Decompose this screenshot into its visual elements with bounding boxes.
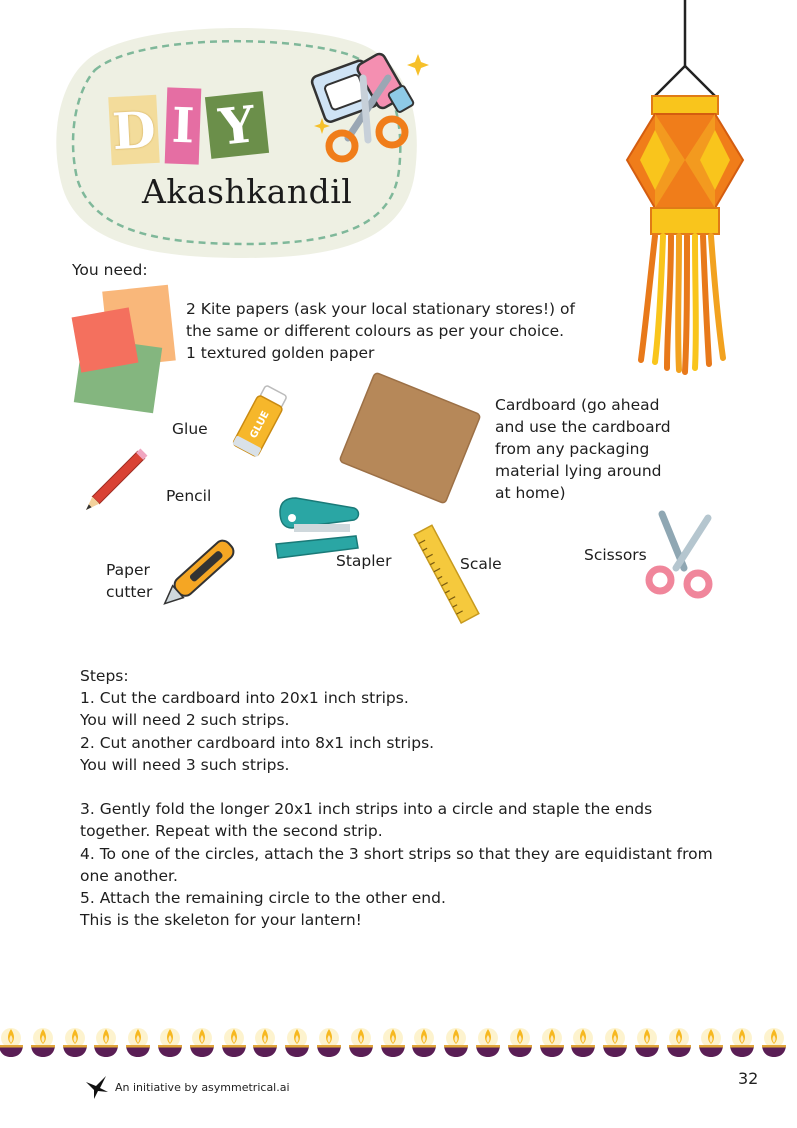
- cardboard-line: Cardboard (go ahead: [495, 396, 660, 414]
- kite-papers-text: [186, 298, 575, 364]
- cardboard-illustration: [335, 372, 485, 504]
- materials-heading: You need:: [72, 261, 148, 279]
- diy-letter-d: D: [108, 95, 159, 165]
- step-line: 2. Cut another cardboard into 8x1 inch strips.: [80, 733, 435, 752]
- diya-lamp-icon: [219, 1026, 249, 1060]
- paper-cutter-label: [106, 559, 152, 603]
- diya-lamp-icon: [409, 1026, 439, 1060]
- paper-cutter-line: Paper: [106, 561, 150, 579]
- diya-lamp-icon: [250, 1026, 280, 1060]
- diya-lamp-icon: [727, 1026, 757, 1060]
- step-line: 3. Gently fold the longer 20x1 inch strips into a circle and staple the ends: [80, 800, 653, 819]
- diy-letter-i: I: [165, 87, 202, 164]
- paper-cutter-illustration: [150, 530, 246, 620]
- diy-letter-y: Y: [205, 91, 269, 159]
- kite-papers-line: the same or different colours as per your choice.: [186, 322, 565, 340]
- pencil-label: Pencil: [166, 487, 212, 505]
- step-line: 4. To one of the circles, attach the 3 short strips so that they are equidistant from: [80, 844, 713, 863]
- scale-label: Scale: [460, 555, 502, 573]
- kite-papers-line: 1 textured golden paper: [186, 344, 375, 362]
- step-line: You will need 2 such strips.: [80, 711, 290, 730]
- diya-lamp-icon: [346, 1026, 376, 1060]
- kite-papers-line: 2 Kite papers (ask your local stationary stores!) of: [186, 300, 575, 318]
- diya-lamp-icon: [568, 1026, 598, 1060]
- steps-block: [80, 665, 713, 931]
- step-line: Steps:: [80, 667, 129, 685]
- cardboard-line: at home): [495, 484, 566, 502]
- diya-lamp-icon: [314, 1026, 344, 1060]
- step-line: 1. Cut the cardboard into 20x1 inch strips.: [80, 689, 409, 708]
- paper-cutter-line: cutter: [106, 583, 153, 601]
- page-number: 32: [738, 1069, 759, 1088]
- page-title: Akashkandil: [142, 172, 353, 211]
- diya-lamp-icon: [282, 1026, 312, 1060]
- step-line: 5. Attach the remaining circle to the other end.: [80, 888, 446, 907]
- diya-lamp-icon: [505, 1026, 535, 1060]
- cardboard-line: and use the cardboard: [495, 418, 671, 436]
- diya-lamp-icon: [696, 1026, 726, 1060]
- cardboard-line: material lying around: [495, 462, 662, 480]
- diya-lamp-icon: [378, 1026, 408, 1060]
- step-line: This is the skeleton for your lantern!: [80, 911, 362, 930]
- diya-lamp-icon: [632, 1026, 662, 1060]
- scale-illustration: [410, 524, 484, 626]
- step-line: one another.: [80, 866, 178, 885]
- glue-label: Glue: [172, 420, 208, 438]
- scissors-label: Scissors: [584, 546, 647, 564]
- bird-logo-icon: [84, 1074, 110, 1100]
- footer-initiative-text: An initiative by asymmetrical.ai: [115, 1081, 290, 1094]
- diya-lamp-icon: [0, 1026, 26, 1060]
- diya-lamp-icon: [441, 1026, 471, 1060]
- craft-scissors-glue-illustration: [308, 48, 433, 168]
- akashkandil-lantern-illustration: [615, 0, 765, 380]
- diy-letters: [110, 88, 270, 166]
- diya-lamp-icon: [759, 1026, 789, 1060]
- step-line: [80, 776, 713, 798]
- stapler-label: Stapler: [336, 552, 392, 570]
- glue-stick-text: GLUE: [248, 409, 272, 441]
- diya-lamp-icon: [155, 1026, 185, 1060]
- diya-lamp-icon: [91, 1026, 121, 1060]
- step-line: together. Repeat with the second strip.: [80, 822, 383, 841]
- diya-lamp-icon: [664, 1026, 694, 1060]
- cardboard-text: [495, 394, 671, 504]
- cardboard-line: from any packaging: [495, 440, 650, 458]
- diya-lamp-icon: [473, 1026, 503, 1060]
- diya-lamp-icon: [187, 1026, 217, 1060]
- diya-lamp-icon: [60, 1026, 90, 1060]
- diya-lamp-icon: [28, 1026, 58, 1060]
- kite-papers-illustration: [70, 282, 185, 424]
- step-line: You will need 3 such strips.: [80, 755, 290, 774]
- diya-lamp-icon: [600, 1026, 630, 1060]
- diya-lamp-icon: [537, 1026, 567, 1060]
- scissors-illustration: [640, 508, 716, 600]
- glue-stick-illustration: [226, 385, 296, 460]
- diya-lamp-icon: [123, 1026, 153, 1060]
- pencil-illustration: [72, 446, 148, 526]
